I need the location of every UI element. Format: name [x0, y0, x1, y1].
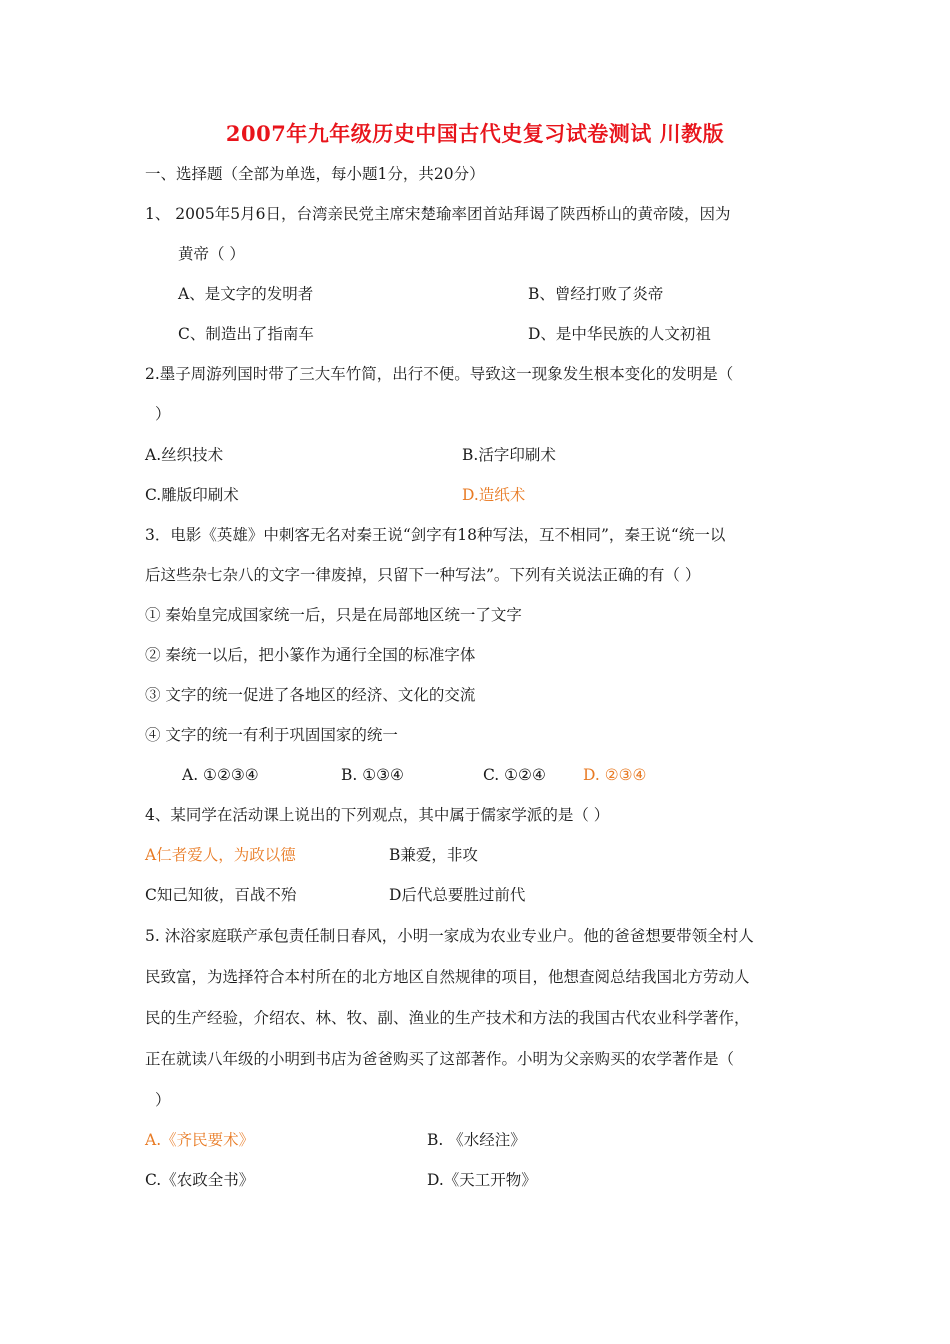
- q3-option-b: B. ①③④: [341, 766, 404, 784]
- q4-option-d: D后代总要胜过前代: [389, 886, 526, 904]
- q5-option-c: C.《农政全书》: [145, 1171, 255, 1189]
- q5-option-d: D.《天工开物》: [427, 1171, 537, 1189]
- q1-option-a: A、是文字的发明者: [178, 285, 314, 303]
- q3-stem-line1: 3．电影《英雄》中刺客无名对秦王说“剑字有18种写法，互不相同”，秦王说“统一以: [145, 526, 726, 544]
- q4-option-c: C知己知彼，百战不殆: [145, 886, 297, 904]
- q3-option-a: A. ①②③④: [182, 766, 259, 784]
- q5-stem-line2: 民致富，为选择符合本村所在的北方地区自然规律的项目，他想查阅总结我国北方劳动人: [145, 968, 750, 986]
- q3-option-d-answer: D. ②③④: [583, 766, 647, 784]
- q4-stem: 4、某同学在活动课上说出的下列观点，其中属于儒家学派的是（ ）: [145, 806, 610, 824]
- q2-stem-line2: ）: [155, 405, 171, 423]
- section-heading: 一、选择题（全部为单选，每小题1分，共20分）: [145, 165, 485, 183]
- q5-stem-line3: 民的生产经验，介绍农、林、牧、副、渔业的生产技术和方法的我国古代农业科学著作，: [145, 1009, 750, 1027]
- q5-stem-line4: 正在就读八年级的小明到书店为爸爸购买了这部著作。小明为父亲购买的农学著作是（: [145, 1050, 735, 1068]
- exam-title: 2007年九年级历史中国古代史复习试卷测试 川教版: [225, 121, 725, 146]
- q3-statement-1: ① 秦始皇完成国家统一后，只是在局部地区统一了文字: [145, 606, 522, 624]
- q5-stem-line1: 5. 沐浴家庭联产承包责任制日春风，小明一家成为农业专业户。他的爸爸想要带领全村人: [145, 927, 754, 945]
- q2-option-a: A.丝织技术: [145, 446, 224, 464]
- q4-option-b: B兼爱，非攻: [389, 846, 478, 864]
- q1-stem-line2: 黄帝（ ）: [178, 245, 245, 263]
- q2-option-d-answer: D.造纸术: [462, 486, 526, 504]
- q1-stem-line1: 1、 2005年5月6日，台湾亲民党主席宋楚瑜率团首站拜谒了陕西桥山的黄帝陵，因为: [145, 205, 731, 223]
- q2-option-b: B.活字印刷术: [462, 446, 556, 464]
- q3-statement-3: ③ 文字的统一促进了各地区的经济、文化的交流: [145, 686, 476, 704]
- q3-statement-4: ④ 文字的统一有利于巩固国家的统一: [145, 726, 398, 744]
- q5-option-b: B. 《水经注》: [427, 1131, 526, 1149]
- q3-stem-line2: 后这些杂七杂八的文字一律废掉，只留下一种写法”。下列有关说法正确的有（ ）: [145, 566, 701, 584]
- q1-option-b: B、曾经打败了炎帝: [528, 285, 664, 303]
- q2-option-c: C.雕版印刷术: [145, 486, 239, 504]
- q3-option-c: C. ①②④: [483, 766, 546, 784]
- q3-statement-2: ② 秦统一以后，把小篆作为通行全国的标准字体: [145, 646, 476, 664]
- q5-stem-line5: ）: [155, 1091, 171, 1109]
- q4-option-a-answer: A仁者爱人，为政以德: [145, 846, 296, 864]
- q5-option-a-answer: A.《齐民要术》: [145, 1131, 255, 1149]
- q1-option-c: C、制造出了指南车: [178, 325, 314, 343]
- q2-stem-line1: 2.墨子周游列国时带了三大车竹简，出行不便。导致这一现象发生根本变化的发明是（: [145, 365, 734, 383]
- q1-option-d: D、是中华民族的人文初祖: [528, 325, 711, 343]
